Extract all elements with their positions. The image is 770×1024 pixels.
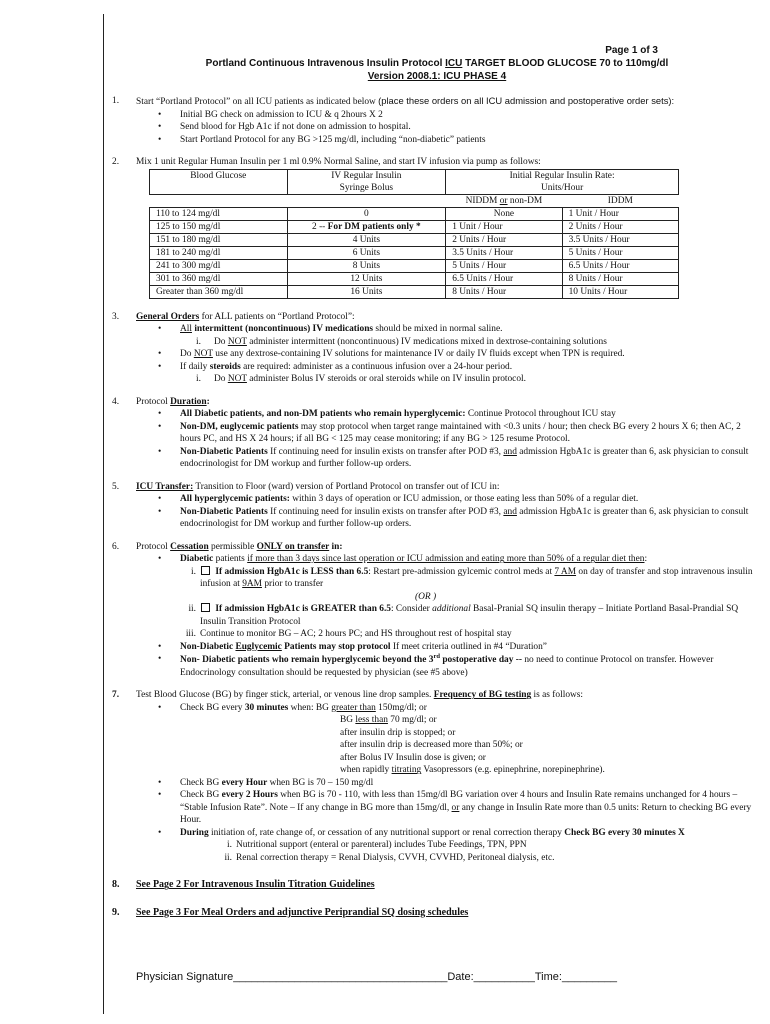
- roman-item: i. If admission HgbA1c is LESS than 6.5: Restart pre-admission gylcemic control meds at 7 AM on day of transfer and stop intravenous insulin infusion at 9AM prior to transfer: [191, 566, 753, 590]
- signature-label: Physician Signature: [136, 971, 234, 983]
- col-niddm: NIDDM or non-DM: [465, 195, 543, 206]
- section-5: 5. ICU Transfer: Transition to Floor (ward) version of Portland Protocol on transfer out of ICU in: • All hyperglycemic patients: within 3 days of operation or ICU admission, or those eating less than 50% of a regular diet. • Non-Diabetic Patients If continuing need for insulin exists on transfer after POD #3, and admission HgbA1c is greater than 6, ask physician to consult endocrinologist for DM workup and further follow-up orders.: [112, 481, 762, 531]
- table-row: [150, 207, 679, 220]
- section-number: 4.: [112, 396, 120, 407]
- cell-blood-glucose: 241 to 300 mg/dl: [150, 259, 288, 272]
- document-page: [112, 44, 762, 919]
- list-item: • Non-Diabetic Patients If continuing need for insulin exists on transfer after POD #3, and admission HgbA1c is greater than 6, ask physician to consult endocrinologist for DM workup and further follow-up orders.: [158, 506, 762, 531]
- cell-bolus: 16 Units: [287, 285, 446, 298]
- list-item: • Initial BG check on admission to ICU & q 2hours X 2: [158, 109, 762, 122]
- cell-bolus: 12 Units: [287, 272, 446, 285]
- time-field[interactable]: _________: [561, 971, 617, 983]
- roman-item: iii. Continue to monitor BG – AC; 2 hours PC; and HS throughout rest of hospital stay: [185, 629, 512, 640]
- section-2: [112, 156, 762, 169]
- table-row: [150, 272, 679, 285]
- cell-bolus: 0: [287, 207, 446, 220]
- cell-bolus: 4 Units: [287, 233, 446, 246]
- roman-item: i. Nutritional support (enteral or parenteral) includes Tube Feedings, TPN, PPN: [227, 840, 527, 851]
- cell-iddm: 2 Units / Hour: [562, 220, 678, 233]
- cell-iddm: 8 Units / Hour: [562, 272, 678, 285]
- list-item: • All Diabetic patients, and non-DM patients who remain hyperglycemic: Continue Protocol throughout ICU stay: [158, 408, 762, 421]
- cell-blood-glucose: 181 to 240 mg/dl: [150, 246, 288, 259]
- cell-iddm: 3.5 Units / Hour: [562, 233, 678, 246]
- section-number: 7.: [112, 690, 120, 701]
- table-row: [150, 220, 679, 233]
- cell-blood-glucose: Greater than 360 mg/dl: [150, 285, 288, 298]
- margin-line: [103, 14, 104, 1014]
- roman-item: ii. If admission HgbA1c is GREATER than 6.5: Consider additional Basal-Pranial SQ insulin therapy – Initiate Portland Basal-Prandial SQ Insulin Transition Protocol: [188, 604, 739, 627]
- insulin-dosing-table: [149, 169, 679, 299]
- section-3: 3. General Orders for ALL patients on “Portland Protocol”: • All intermittent (noncontinuous) IV medications should be mixed in normal saline. i. Do NOT administer intermittent (noncontinuous) IV medications mixed in dextrose-containing solutions • Do NOT use any dextrose-containing IV solutions for maintenance IV or daily IV fluids except when TPN is required. • If daily steroids are required: administer as a continuous infusion over a 24-hour period. i. Do NOT administer Bolus IV steroids or oral steroids while on IV insulin protocol.: [112, 311, 762, 386]
- section-7: 7. Test Blood Glucose (BG) by finger stick, arterial, or venous line drop samples. Frequency of BG testing is as follows: • Check BG every 30 minutes when: BG greater than 150mg/dl; or BG less than 70 mg/dl; or after insulin drip is stopped; or after insulin drip is decreased more than 50%; or after Bolus IV Insulin dose is given; or when rapidly titrating Vasopressors (e.g. epinephrine, norepinephrine). • Check BG every Hour when BG is 70 – 150 mg/dl • Check BG every 2 Hours when BG is 70 - 110, with less than 15mg/dl BG variation over 4 hours and Insulin Rate remains unchanged for 4 hours – “Stable Infusion Rate”. Note – If any change in BG more than 15mg/dl, or any change in Insulin Rate more than 0.5 units: Return to checking BG every Hour. • During initiation of, rate change of, or cessation of any nutritional support or renal correction therapy Check BG every 30 minutes X i. Nutritional support (enteral or parenteral) includes Tube Feedings, TPN, PPN ii. Renal correction therapy = Renal Dialysis, CVVH, CVVHD, Peritoneal dialysis, etc.: [112, 689, 762, 864]
- date-label: Date:: [447, 971, 474, 983]
- dosing-table-body: [150, 207, 679, 298]
- cell-niddm: 8 Units / Hour: [446, 285, 562, 298]
- cell-bolus: 8 Units: [287, 259, 446, 272]
- section-2-intro: Mix 1 unit Regular Human Insulin per 1 ml 0.9% Normal Saline, and start IV infusion via pump as follows:: [136, 157, 541, 167]
- time-label: Time:: [534, 971, 562, 983]
- list-item: • All intermittent (noncontinuous) IV medications should be mixed in normal saline.: [158, 323, 762, 336]
- list-item: • Non-Diabetic Euglycemic Patients may stop protocol If meet criteria outlined in #4 “Duration”: [158, 641, 762, 654]
- title-text-a: Portland Continuous Intravenous Insulin Protocol: [205, 58, 446, 69]
- sub-item: i. Do NOT administer intermittent (noncontinuous) IV medications mixed in dextrose-containing solutions: [196, 336, 607, 347]
- section-number: 6.: [112, 541, 120, 552]
- list-item: • Start Portland Protocol for any BG >125 mg/dl, including “non-diabetic” patients: [158, 134, 762, 147]
- cell-niddm: 5 Units / Hour: [446, 259, 562, 272]
- table-row: [150, 259, 679, 272]
- cell-iddm: 5 Units / Hour: [562, 246, 678, 259]
- section-1-bullets: [136, 109, 762, 147]
- cell-iddm: 6.5 Units / Hour: [562, 259, 678, 272]
- signature-line: [136, 970, 617, 985]
- section-number: 9.: [112, 906, 120, 918]
- or-separator: (OR ): [415, 591, 437, 602]
- section-1-intro-note: (place these orders on all ICU admission and postoperative order sets):: [378, 95, 675, 106]
- list-item: • Non- Diabetic patients who remain hyperglycemic beyond the 3rd postoperative day -- no need to continue Protocol on transfer. However Endocrinology consultation should be requested by physician (see #5 above): [158, 653, 762, 679]
- checkbox-icon[interactable]: [201, 566, 210, 575]
- cell-niddm: 6.5 Units / Hour: [446, 272, 562, 285]
- title-text-b: TARGET BLOOD GLUCOSE 70 to 110mg/dl: [462, 58, 669, 69]
- page-number: Page 1 of 3: [605, 45, 658, 56]
- col-initial-rate: Initial Regular Insulin Rate: Units/Hour: [446, 169, 679, 194]
- sub-item: i. Do NOT administer Bolus IV steroids or oral steroids while on IV insulin protocol.: [196, 374, 526, 385]
- col-bolus: IV Regular Insulin Syringe Bolus: [287, 169, 446, 194]
- section-4-title: Duration: [170, 396, 207, 407]
- cell-iddm: 1 Unit / Hour: [562, 207, 678, 220]
- cell-blood-glucose: 151 to 180 mg/dl: [150, 233, 288, 246]
- section-1-intro: Start “Portland Protocol” on all ICU patients as indicated below: [136, 97, 379, 107]
- list-item: • Check BG every 30 minutes when: BG greater than 150mg/dl; or: [158, 702, 762, 715]
- col-blood-glucose: Blood Glucose: [150, 169, 288, 194]
- checkbox-icon[interactable]: [201, 603, 210, 612]
- cell-blood-glucose: 125 to 150 mg/dl: [150, 220, 288, 233]
- section-number: 5.: [112, 481, 120, 492]
- cell-bolus: 2 -- For DM patients only *: [287, 220, 446, 233]
- page-2-reference: See Page 2 For Intravenous Insulin Titration Guidelines: [136, 879, 375, 891]
- cell-niddm: None: [446, 207, 562, 220]
- section-5-title: ICU Transfer:: [136, 481, 194, 492]
- date-field[interactable]: __________: [473, 971, 535, 983]
- title-icu: ICU: [445, 58, 463, 69]
- table-row: [150, 285, 679, 298]
- section-8: [112, 878, 762, 891]
- list-item: • All hyperglycemic patients: within 3 days of operation or ICU admission, or those eating less than 50% of a regular diet.: [158, 493, 762, 506]
- section-number: 2.: [112, 157, 120, 167]
- cell-niddm: 1 Unit / Hour: [446, 220, 562, 233]
- cell-blood-glucose: 110 to 124 mg/dl: [150, 207, 288, 220]
- section-4: 4. Protocol Duration: • All Diabetic patients, and non-DM patients who remain hyperglycemic: Continue Protocol throughout ICU stay • Non-DM, euglycemic patients may stop protocol when target range maintained with <0.3 units / hour; then check BG every 2 hours X 6; then AC, 2 hours PC, and HS X 24 hours; if all BG < 125 may cease monitoring; if any BG > 125 resume Protocol. • Non-Diabetic Patients If continuing need for insulin exists on transfer after POD #3, and admission HgbA1c is greater than 6, ask physician to consult endocrinologist for DM workup and further follow-up orders.: [112, 396, 762, 471]
- page-3-reference: See Page 3 For Meal Orders and adjunctive Periprandial SQ dosing schedules: [136, 906, 469, 918]
- section-number: 8.: [112, 879, 120, 891]
- cell-blood-glucose: 301 to 360 mg/dl: [150, 272, 288, 285]
- table-row: [150, 233, 679, 246]
- signature-field[interactable]: ___________________________________: [233, 971, 448, 983]
- section-1: [112, 95, 762, 146]
- list-item: • Diabetic patients if more than 3 days since last operation or ICU admission and eating more than 50% of a regular diet then:: [158, 553, 762, 566]
- list-item: • Do NOT use any dextrose-containing IV solutions for maintenance IV or daily IV fluids except when TPN is required.: [158, 348, 762, 361]
- table-row: [150, 246, 679, 259]
- section-number: 3.: [112, 311, 120, 322]
- section-number: 1.: [112, 96, 120, 106]
- section-7-title: Frequency of BG testing: [433, 690, 532, 701]
- section-6-title: Cessation: [170, 541, 209, 552]
- cell-niddm: 2 Units / Hour: [446, 233, 562, 246]
- list-item: • If daily steroids are required: administer as a continuous infusion over a 24-hour period.: [158, 361, 762, 374]
- section-9: [112, 906, 762, 919]
- cell-iddm: 10 Units / Hour: [562, 285, 678, 298]
- list-item: • Check BG every 2 Hours when BG is 70 - 110, with less than 15mg/dl BG variation over 4 hours and Insulin Rate remains unchanged for 4 hours – “Stable Infusion Rate”. Note – If any change in BG more than 15mg/dl, or any change in Insulin Rate more than 0.5 units: Return to checking BG every Hour.: [158, 789, 762, 827]
- cell-bolus: 6 Units: [287, 246, 446, 259]
- list-item: • Send blood for Hgb A1c if not done on admission to hospital.: [158, 121, 762, 134]
- list-item: • Non-DM, euglycemic patients may stop protocol when target range maintained with <0.3 units / hour; then check BG every 2 hours X 6; then AC, 2 hours PC, and HS X 24 hours; if all BG < 125 may cease monitoring; if any BG > 125 resume Protocol.: [158, 421, 762, 446]
- roman-item: ii. Renal correction therapy = Renal Dialysis, CVVH, CVVHD, Peritoneal dialysis, etc.: [224, 852, 555, 863]
- list-item: • During initiation of, rate change of, or cessation of any nutritional support or renal correction therapy Check BG every 30 minutes X: [158, 827, 762, 840]
- section-6: 6. Protocol Cessation permissible ONLY on transfer in: • Diabetic patients if more than 3 days since last operation or ICU admission and eating more than 50% of a regular diet then: i. If admission HgbA1c is LESS than 6.5: Restart pre-admission gylcemic control meds at 7 AM on day of transfer and stop intravenous insulin infusion at 9AM prior to transfer (OR ) ii. If admission HgbA1c is GREATER than 6.5: Consider additional Basal-Pranial SQ insulin therapy – Initiate Portland Basal-Prandial SQ Insulin Transition Protocol iii. Continue to monitor BG – AC; 2 hours PC; and HS throughout rest of hospital stay • Non-Diabetic Euglycemic Patients may stop protocol If meet criteria outlined in #4 “Duration” • Non- Diabetic patients who remain hyperglycemic beyond the 3rd postoperative day -- no need to continue Protocol on transfer. However Endocrinology consultation should be requested by physician (see #5 above): [112, 541, 762, 680]
- document-header: [112, 44, 762, 83]
- list-item: • Check BG every Hour when BG is 70 – 150 mg/dl: [158, 777, 762, 790]
- list-item: • Non-Diabetic Patients If continuing need for insulin exists on transfer after POD #3, and admission HgbA1c is greater than 6, ask physician to consult endocrinologist for DM workup and further follow-up orders.: [158, 446, 762, 471]
- version-line: Version 2008.1: ICU PHASE 4: [367, 71, 507, 82]
- when-conditions: BG less than 70 mg/dl; or after insulin drip is stopped; or after insulin drip is decreased more than 50%; or after Bolus IV Insulin dose is given; or when rapidly titrating Vasopressors (e.g. epinephrine, norepinephrine).: [340, 715, 605, 776]
- col-iddm: IDDM: [607, 195, 633, 206]
- section-3-title: General Orders: [136, 311, 200, 322]
- document-title: [112, 57, 762, 70]
- cell-niddm: 3.5 Units / Hour: [446, 246, 562, 259]
